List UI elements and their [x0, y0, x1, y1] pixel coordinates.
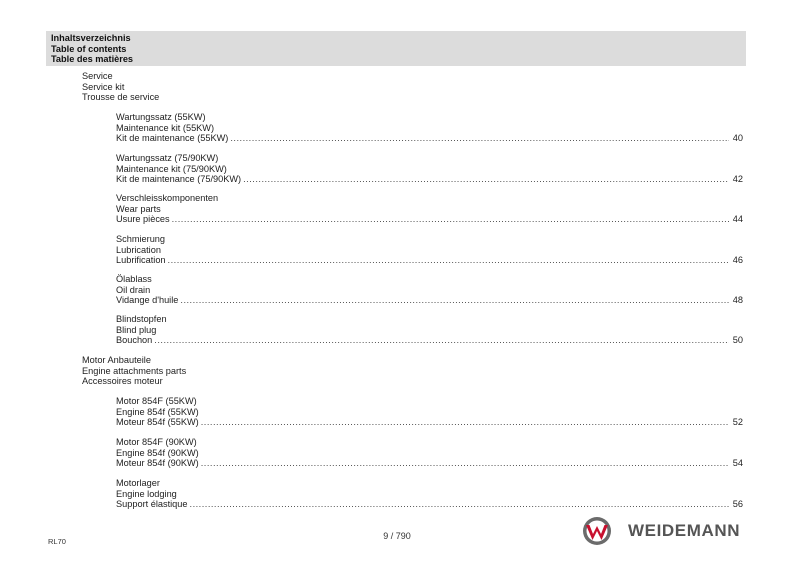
entry-title-de: Ölablass	[116, 274, 152, 284]
leader-dots	[201, 458, 729, 469]
section-title-fr: Accessoires moteur	[82, 376, 163, 387]
entry-title-de: Motor 854F (90KW)	[116, 437, 197, 447]
toc-title-fr: Table des matières	[51, 54, 134, 65]
leader-dots	[154, 335, 729, 346]
entry-title-en: Lubrication	[116, 244, 161, 255]
toc-header	[46, 31, 746, 66]
entry-page-number[interactable]: 42	[732, 174, 743, 185]
entry-title-fr: Usure pièces	[116, 214, 170, 225]
entry-page-number[interactable]: 48	[732, 295, 743, 306]
leader-dots	[172, 214, 729, 225]
entry-title-de: Verschleisskomponenten	[116, 193, 219, 203]
section-title-en: Service kit	[82, 81, 125, 92]
entry-page-number[interactable]: 54	[732, 458, 743, 469]
entry-title-en: Engine 854f (55KW)	[116, 406, 199, 417]
entry-title-fr: Kit de maintenance (55KW)	[116, 133, 229, 144]
leader-dots	[230, 133, 729, 144]
entry-title-fr: Moteur 854f (90KW)	[116, 458, 199, 469]
entry-title-en: Engine 854f (90KW)	[116, 447, 199, 458]
section-title-de: Service	[82, 71, 113, 81]
entry-title-de: Schmierung	[116, 234, 166, 244]
entry-title-en: Maintenance kit (55KW)	[116, 122, 215, 133]
entry-title-en: Blind plug	[116, 324, 157, 335]
toc-entry-maintenance-kit-75-90kw[interactable]	[116, 153, 743, 185]
entry-title-de: Motor 854F (55KW)	[116, 396, 197, 406]
toc-title-de: Inhaltsverzeichnis	[51, 33, 131, 43]
leader-dots	[243, 174, 729, 185]
entry-page-number[interactable]: 56	[732, 499, 743, 510]
entry-title-en: Wear parts	[116, 203, 161, 214]
toc-entry-wear-parts[interactable]	[116, 193, 743, 225]
entry-title-de: Blindstopfen	[116, 314, 167, 324]
toc-entry-maintenance-kit-55kw[interactable]	[116, 112, 743, 144]
toc-title-en: Table of contents	[51, 43, 127, 54]
entry-page-number[interactable]: 52	[732, 417, 743, 428]
page-indicator: 9 / 790	[383, 531, 411, 541]
entry-title-de: Wartungssatz (75/90KW)	[116, 153, 219, 163]
entry-title-fr: Support élastique	[116, 499, 188, 510]
brand-wordmark: WEIDEMANN	[628, 520, 741, 540]
document-code: RL70	[48, 537, 66, 546]
entry-title-fr: Kit de maintenance (75/90KW)	[116, 174, 242, 185]
leader-dots	[201, 417, 729, 428]
entry-page-number[interactable]: 50	[732, 335, 743, 346]
section-service[interactable]	[82, 71, 159, 103]
entry-page-number[interactable]: 40	[732, 133, 743, 144]
entry-page-number[interactable]: 46	[732, 255, 743, 266]
entry-title-de: Motorlager	[116, 478, 160, 488]
section-engine-attachments[interactable]	[82, 355, 186, 387]
leader-dots	[180, 295, 729, 306]
weidemann-w-logo-icon	[580, 516, 614, 546]
entry-page-number[interactable]: 44	[732, 214, 743, 225]
section-title-de: Motor Anbauteile	[82, 355, 151, 365]
entry-title-en: Oil drain	[116, 284, 151, 295]
entry-title-fr: Vidange d'huile	[116, 295, 179, 306]
entry-title-fr: Lubrification	[116, 255, 166, 266]
entry-title-en: Maintenance kit (75/90KW)	[116, 163, 227, 174]
section-title-en: Engine attachments parts	[82, 365, 187, 376]
weidemann-logo	[580, 516, 740, 546]
entry-title-fr: Bouchon	[116, 335, 153, 346]
toc-entry-lubrication[interactable]	[116, 234, 743, 266]
leader-dots	[190, 499, 729, 510]
toc-entry-oil-drain[interactable]	[116, 274, 743, 306]
entry-title-de: Wartungssatz (55KW)	[116, 112, 206, 122]
leader-dots	[168, 255, 729, 266]
toc-entry-blind-plug[interactable]	[116, 314, 743, 346]
entry-title-en: Engine lodging	[116, 488, 177, 499]
toc-entry-engine-lodging[interactable]	[116, 478, 743, 510]
toc-entry-engine-854f-55kw[interactable]	[116, 396, 743, 428]
toc-entry-engine-854f-90kw[interactable]	[116, 437, 743, 469]
section-title-fr: Trousse de service	[82, 92, 160, 103]
entry-title-fr: Moteur 854f (55KW)	[116, 417, 199, 428]
